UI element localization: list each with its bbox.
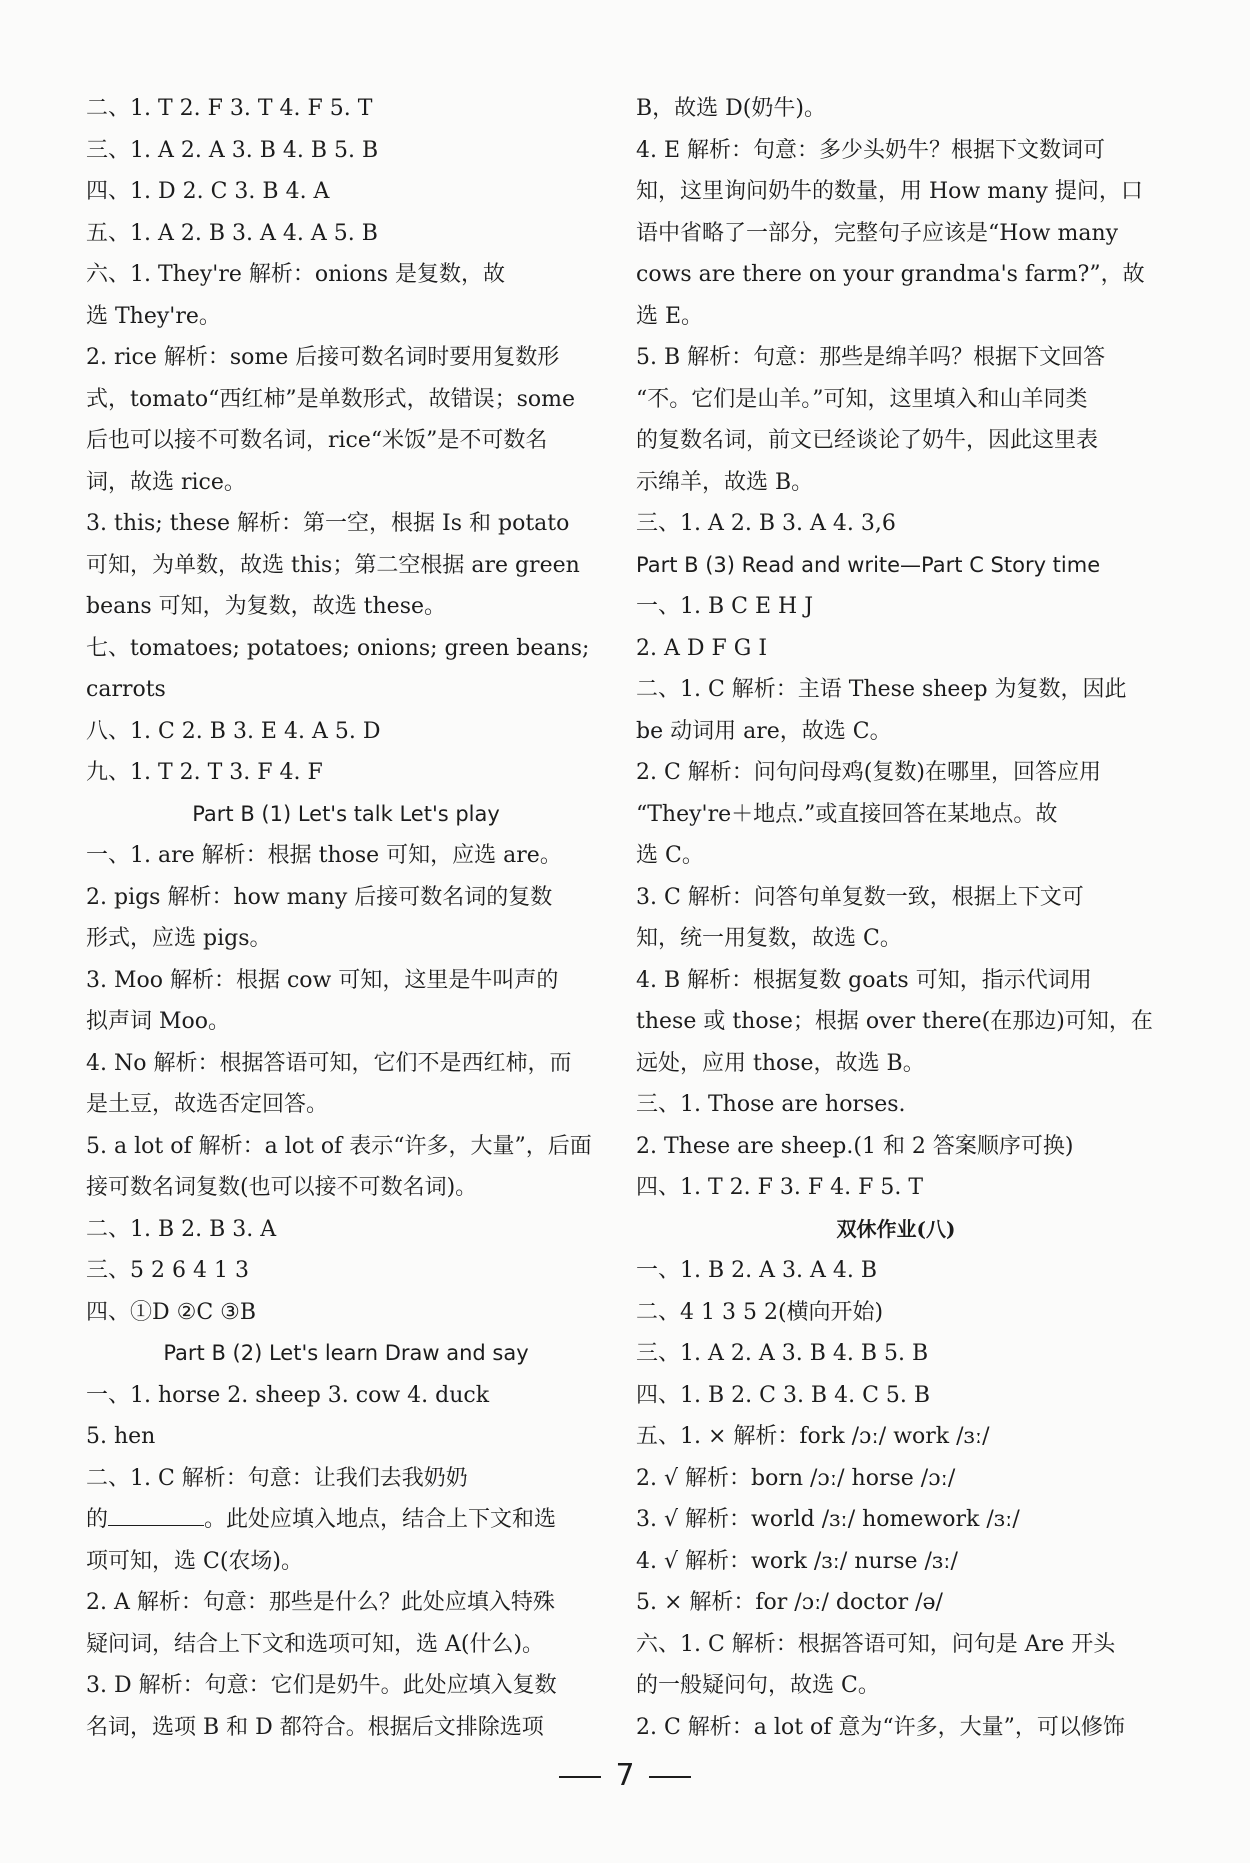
line-text: “不。它们是山羊。”可知，这里填入和山羊同类 — [636, 386, 1088, 412]
answer-line — [636, 462, 1156, 504]
answer-line — [636, 1333, 1156, 1375]
line-text: be 动词用 are，故选 C。 — [636, 718, 892, 744]
answer-line — [636, 1126, 1156, 1168]
answer-line — [86, 1375, 606, 1417]
line-text: 2. These are sheep.(1 和 2 答案顺序可换) — [636, 1133, 1074, 1159]
line-text: 词，故选 rice。 — [86, 469, 246, 495]
answer-line — [86, 213, 606, 255]
line-text: 拟声词 Moo。 — [86, 1009, 231, 1034]
answer-line — [636, 296, 1156, 338]
answer-line — [636, 1499, 1156, 1541]
section-heading — [636, 545, 1156, 587]
answer-line — [636, 88, 1156, 130]
line-text: 3. this; these 解析：第一空，根据 Is 和 potato — [86, 511, 570, 536]
line-text: 知，统一用复数，故选 C。 — [636, 926, 902, 951]
line-text: 二、1. C 解析：句意：让我们去我奶奶 — [86, 1465, 468, 1491]
answer-line — [86, 130, 606, 172]
answer-line — [636, 711, 1156, 753]
answer-line — [86, 1707, 606, 1749]
answer-line — [636, 1665, 1156, 1707]
answer-line — [86, 1043, 606, 1085]
line-text: 五、1. A 2. B 3. A 4. A 5. B — [86, 220, 378, 246]
answer-line — [86, 835, 606, 877]
answer-line — [636, 171, 1156, 213]
line-text: 三、1. A 2. A 3. B 4. B 5. B — [86, 137, 379, 163]
answer-line — [86, 752, 606, 794]
answer-line — [86, 254, 606, 296]
line-text: 一、1. horse 2. sheep 3. cow 4. duck — [86, 1382, 490, 1408]
line-text-tail: 。此处应填入地点，结合上下文和选 — [204, 1507, 557, 1532]
answer-line — [86, 420, 606, 462]
answer-line — [86, 1458, 606, 1500]
line-text: 疑问词，结合上下文和选项可知，选 A(什么)。 — [86, 1631, 545, 1657]
answer-line — [86, 1624, 606, 1666]
line-text: 4. B 解析：根据复数 goats 可知，指示代词用 — [636, 967, 1092, 993]
left-column — [86, 88, 606, 1748]
answer-line — [86, 379, 606, 421]
section-heading — [86, 794, 606, 836]
line-text: 三、1. Those are horses. — [636, 1092, 906, 1117]
answer-line — [86, 918, 606, 960]
line-text: 四、1. D 2. C 3. B 4. A — [86, 179, 330, 204]
answer-line — [636, 835, 1156, 877]
line-text: 3. Moo 解析：根据 cow 可知，这里是牛叫声的 — [86, 967, 559, 993]
line-text: 三、1. A 2. A 3. B 4. B 5. B — [636, 1341, 929, 1366]
line-text: 的 — [86, 1507, 109, 1532]
answer-line — [636, 1167, 1156, 1209]
answer-line — [86, 545, 606, 587]
answer-line — [86, 503, 606, 545]
line-text: 4. No 解析：根据答语可知，它们不是西红柿，而 — [86, 1050, 572, 1076]
answer-line — [86, 88, 606, 130]
fill-blank — [108, 1503, 204, 1526]
answer-line — [86, 586, 606, 628]
answer-line — [636, 1084, 1156, 1126]
answer-line — [86, 877, 606, 919]
answer-line — [86, 171, 606, 213]
line-text: “They're＋地点.”或直接回答在某地点。故 — [636, 801, 1058, 827]
answer-line — [86, 628, 606, 670]
answer-line — [86, 960, 606, 1002]
line-text: 选 C。 — [636, 843, 704, 868]
answer-line — [636, 337, 1156, 379]
line-text: 3. C 解析：问答句单复数一致，根据上下文可 — [636, 884, 1084, 910]
line-text: 示绵羊，故选 B。 — [636, 469, 814, 495]
answer-line — [86, 1541, 606, 1583]
line-text: 4. √ 解析：work /ɜː/ nurse /ɜː/ — [636, 1548, 958, 1574]
page-number-value: 7 — [615, 1758, 635, 1793]
answer-line — [636, 503, 1156, 545]
answer-line — [86, 1126, 606, 1168]
answer-line — [636, 1582, 1156, 1624]
answer-line — [636, 1250, 1156, 1292]
line-text: 项可知，选 C(农场)。 — [86, 1548, 303, 1574]
answer-line — [636, 1541, 1156, 1583]
answer-line — [86, 1499, 606, 1541]
line-text: 一、1. are 解析：根据 those 可知，应选 are。 — [86, 843, 562, 868]
line-text: 三、1. A 2. B 3. A 4. 3,6 — [636, 511, 896, 536]
answer-line — [86, 1582, 606, 1624]
line-text: 2. A D F G I — [636, 635, 768, 661]
answer-line — [86, 296, 606, 338]
answer-line — [636, 130, 1156, 172]
line-text: carrots — [86, 677, 166, 702]
answer-line — [636, 877, 1156, 919]
dash-right — [649, 1776, 691, 1778]
answer-line — [86, 1292, 606, 1334]
line-text: cows are there on your grandma's farm?”，故 — [636, 262, 1145, 287]
answer-line — [636, 1416, 1156, 1458]
line-text: 是土豆，故选否定回答。 — [86, 1092, 329, 1117]
line-text: beans 可知，为复数，故选 these。 — [86, 594, 447, 619]
line-text: 四、1. T 2. F 3. F 4. F 5. T — [636, 1175, 924, 1200]
line-text: 2. C 解析：问句问母鸡(复数)在哪里，回答应用 — [636, 760, 1101, 785]
line-text: 二、4 1 3 5 2(横向开始) — [636, 1299, 884, 1325]
line-text: 名词，选项 B 和 D 都符合。根据后文排除选项 — [86, 1714, 544, 1740]
answer-line — [636, 213, 1156, 255]
line-text: 5. × 解析：for /ɔː/ doctor /ə/ — [636, 1590, 943, 1615]
answer-line — [86, 1167, 606, 1209]
answer-line — [86, 711, 606, 753]
line-text: 形式，应选 pigs。 — [86, 926, 272, 951]
answer-line — [86, 1250, 606, 1292]
answer-line — [86, 1665, 606, 1707]
line-text: 六、1. They're 解析：onions 是复数，故 — [86, 262, 505, 287]
line-text: 的复数名词，前文已经谈论了奶牛，因此这里表 — [636, 428, 1099, 453]
answer-line — [636, 794, 1156, 836]
line-text: 3. √ 解析：world /ɜː/ homework /ɜː/ — [636, 1507, 1020, 1532]
line-text: 4. E 解析：句意：多少头奶牛？根据下文数词可 — [636, 137, 1106, 163]
line-text: 3. D 解析：句意：它们是奶牛。此处应填入复数 — [86, 1673, 557, 1698]
line-text: Part B (1) Let's talk Let's play — [192, 801, 500, 826]
answer-line — [636, 1043, 1156, 1085]
line-text: 可知，为单数，故选 this；第二空根据 are green — [86, 552, 580, 578]
answer-line — [636, 1624, 1156, 1666]
line-text: 一、1. B C E H J — [636, 594, 814, 619]
line-text: 5. B 解析：句意：那些是绵羊吗？根据下文回答 — [636, 345, 1106, 370]
answer-line — [86, 337, 606, 379]
line-text: 三、5 2 6 4 1 3 — [86, 1258, 249, 1283]
line-text: 5. a lot of 解析：a lot of 表示“许多，大量”，后面 — [86, 1133, 592, 1159]
answer-line — [636, 379, 1156, 421]
line-text: 的一般疑问句，故选 C。 — [636, 1673, 880, 1698]
line-text: 二、1. B 2. B 3. A — [86, 1216, 277, 1242]
answer-line — [636, 1292, 1156, 1334]
line-text: 2. √ 解析：born /ɔː/ horse /ɔː/ — [636, 1465, 956, 1491]
answer-line — [636, 628, 1156, 670]
answer-line — [636, 1458, 1156, 1500]
line-text: 接可数名词复数(也可以接不可数名词)。 — [86, 1175, 478, 1200]
line-text: 九、1. T 2. T 3. F 4. F — [86, 760, 323, 785]
line-text: 二、1. T 2. F 3. T 4. F 5. T — [86, 96, 373, 121]
answer-line — [86, 669, 606, 711]
answer-line — [636, 1707, 1156, 1749]
line-text: 5. hen — [86, 1424, 156, 1449]
answer-line — [636, 960, 1156, 1002]
line-text: Part B (2) Let's learn Draw and say — [163, 1341, 529, 1365]
line-text: 远处，应用 those，故选 B。 — [636, 1050, 925, 1076]
right-column — [636, 88, 1156, 1748]
answer-line — [636, 1001, 1156, 1043]
line-text: 2. rice 解析：some 后接可数名词时要用复数形 — [86, 345, 560, 370]
answer-line — [636, 669, 1156, 711]
line-text: 八、1. C 2. B 3. E 4. A 5. D — [86, 718, 381, 744]
line-text: 2. C 解析：a lot of 意为“许多，大量”，可以修饰 — [636, 1714, 1125, 1740]
page-number — [0, 1758, 1250, 1793]
answer-line — [636, 1375, 1156, 1417]
section-heading — [86, 1333, 606, 1375]
line-text: 2. A 解析：句意：那些是什么？此处应填入特殊 — [86, 1590, 555, 1615]
answer-line — [636, 254, 1156, 296]
answer-line — [86, 1209, 606, 1251]
line-text: 2. pigs 解析：how many 后接可数名词的复数 — [86, 884, 553, 910]
section-heading — [636, 1209, 1156, 1251]
line-text: 选 E。 — [636, 303, 704, 329]
line-text: these 或 those；根据 over there(在那边)可知，在 — [636, 1009, 1153, 1034]
line-text: 双休作业(八) — [836, 1216, 956, 1241]
line-text: 五、1. × 解析：fork /ɔː/ work /ɜː/ — [636, 1424, 990, 1449]
line-text: 后也可以接不可数名词，rice“米饭”是不可数名 — [86, 428, 548, 453]
line-text: 四、1. B 2. C 3. B 4. C 5. B — [636, 1382, 931, 1408]
line-text: B，故选 D(奶牛)。 — [636, 96, 826, 121]
line-text: 一、1. B 2. A 3. A 4. B — [636, 1258, 878, 1283]
answer-line — [86, 1001, 606, 1043]
answer-line — [636, 420, 1156, 462]
answer-line — [636, 918, 1156, 960]
line-text: Part B (3) Read and write—Part C Story time — [636, 552, 1101, 577]
line-text: 语中省略了一部分，完整句子应该是“How many — [636, 220, 1119, 246]
line-text: 四、①D ②C ③B — [86, 1299, 257, 1325]
line-text: 知，这里询问奶牛的数量，用 How many 提问，口 — [636, 179, 1143, 204]
answer-line — [86, 1416, 606, 1458]
answer-line — [636, 752, 1156, 794]
answer-line — [86, 1084, 606, 1126]
answer-line — [86, 462, 606, 504]
line-text: 式，tomato“西红柿”是单数形式，故错误；some — [86, 386, 576, 412]
line-text: 选 They're。 — [86, 303, 221, 329]
line-text: 六、1. C 解析：根据答语可知，问句是 Are 开头 — [636, 1631, 1116, 1657]
line-text: 七、tomatoes; potatoes; onions; green beans; — [86, 635, 590, 661]
dash-left — [559, 1776, 601, 1778]
answer-line — [636, 586, 1156, 628]
line-text: 二、1. C 解析：主语 These sheep 为复数，因此 — [636, 677, 1127, 702]
